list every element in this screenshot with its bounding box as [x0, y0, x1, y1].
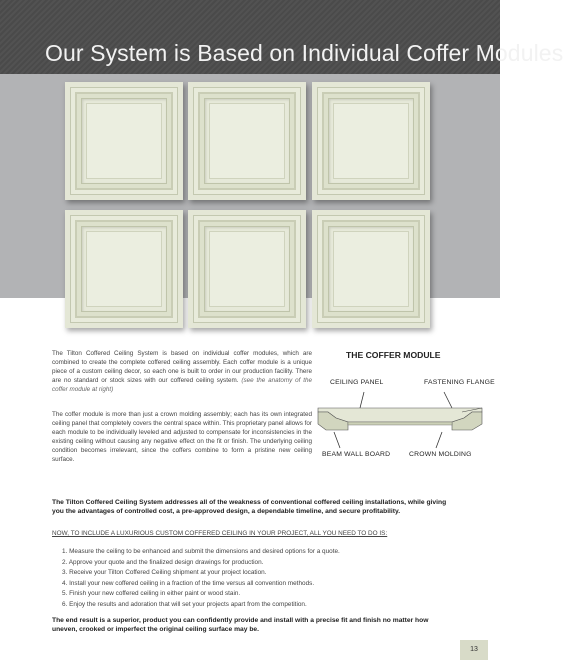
arrow-ceiling-panel	[360, 392, 364, 408]
coffer-module-image	[65, 82, 183, 200]
intro-text: The Tilton Coffered Ceiling System is based on individual coffer modules, which are combined to create the complete coffered ceiling assembly. Each coffer module is a unique piece of a custom ceiling decor, so each one is built to order in our production facility. There are no standard or stock sizes with our coffered ceiling system.	[52, 350, 312, 384]
arrow-fastening-flange	[444, 392, 452, 408]
coffer-module-image	[312, 82, 430, 200]
list-item: 3. Receive your Tilton Coffered Ceiling shipment at your project location.	[62, 569, 267, 576]
arrow-beam-wall-board	[334, 432, 340, 448]
label-ceiling-panel: CEILING PANEL	[330, 379, 384, 386]
page-title: Our System is Based on Individual Coffer Modules	[45, 40, 563, 66]
diagram-title: THE COFFER MODULE	[346, 350, 441, 360]
coffer-module-image	[312, 210, 430, 328]
module-paragraph: The coffer module is more than just a crown molding assembly; each has its own integrated ceiling panel that completely covers the central space within. This proprietary panel allows for each module to be individually leveled and adjusted to compensate for inconsistencies in the existing ceiling without causing any negative effect on the fit or finish. The underlying ceiling condition becomes irrelevant, since the coffers combine to form a pristine new ceiling surface.	[52, 411, 312, 463]
coffer-module-image	[188, 210, 306, 328]
coffer-module-diagram	[312, 386, 488, 452]
steps-list	[62, 547, 340, 610]
list-item: 4. Install your new coffered ceiling in a fraction of the time versus all convention methods.	[62, 579, 315, 587]
list-item: 5. Finish your new coffered ceiling in either paint or wood stain.	[62, 590, 241, 597]
label-beam-wall-board: BEAM WALL BOARD	[322, 451, 391, 458]
list-item: 1. Measure the ceiling to be enhanced and submit the dimensions and desired options for a quote.	[62, 548, 340, 555]
label-crown-molding: CROWN MOLDING	[409, 451, 472, 458]
arrow-crown-molding	[436, 432, 442, 448]
coffer-module-grid	[0, 0, 500, 340]
intro-note: (see the anatomy of the coffer module at right)	[52, 376, 312, 393]
closing-paragraph: The end result is a superior, product you can confidently provide and install with a precise fit and finish no matter how uneven, crooked or imperfect the original ceiling surface may be.	[52, 617, 429, 633]
list-item: 2. Approve your quote and the finalized design drawings for production.	[62, 558, 264, 566]
call-to-action-heading: NOW, TO INCLUDE A LUXURIOUS CUSTOM COFFERED CEILING IN YOUR PROJECT, ALL YOU NEED TO DO IS:	[52, 530, 388, 537]
coffer-module-image	[65, 210, 183, 328]
page-number: 13	[460, 640, 488, 660]
coffer-module-image	[188, 82, 306, 200]
label-fastening-flange: FASTENING FLANGE	[424, 379, 495, 386]
summary-paragraph: The Tilton Coffered Ceiling System addresses all of the weakness of conventional coffered ceiling installations, while giving you the advantages of controlled cost, a pre-approved design, a dependable timeline, and secure profitability.	[52, 499, 447, 515]
intro-paragraph	[52, 350, 312, 395]
list-item: 6. Enjoy the results and adoration that will set your projects apart from the competition.	[62, 600, 307, 608]
